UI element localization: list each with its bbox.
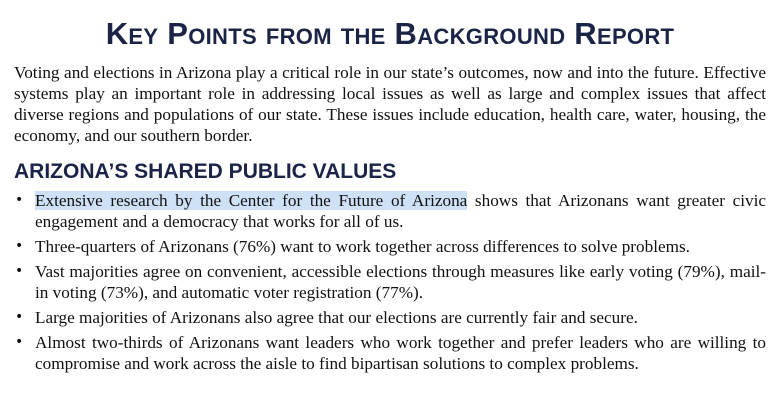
bullet-icon: • xyxy=(15,334,24,350)
bullet-item xyxy=(14,236,766,257)
bullet-item xyxy=(14,332,766,374)
bullet-icon: • xyxy=(15,309,24,325)
bullet-icon: • xyxy=(15,238,24,254)
bullet-text: Vast majorities agree on convenient, accessible elections through measures like early voting (79%), mail-in voting (73%), and automatic voter registration (77%). xyxy=(35,262,766,302)
page-title: Key Points from the Background Report xyxy=(105,16,675,51)
bullet-icon: • xyxy=(15,192,24,208)
bullet-icon: • xyxy=(15,263,24,279)
intro-paragraph: Voting and elections in Arizona play a critical role in our state’s outcomes, now and into the future. Effective systems play an important role in addressing local issues as well as large and complex issues that affect diverse regions and populations of our state. These issues include education, health care, water, housing, the economy, and our southern border. xyxy=(14,63,766,145)
bullet-text: Three-quarters of Arizonans (76%) want to work together across differences to solve problems. xyxy=(35,237,690,256)
bullet-item xyxy=(14,261,766,303)
section-heading: ARIZONA’S SHARED PUBLIC VALUES xyxy=(14,160,397,183)
bullet-text: Large majorities of Arizonans also agree that our elections are currently fair and secure. xyxy=(35,308,638,327)
bullet-item xyxy=(14,307,766,328)
bullet-text: shows that Arizonans want greater civic engagement and a democracy that works for all of us. xyxy=(35,191,767,231)
bullet-text: Almost two-thirds of Arizonans want leaders who work together and prefer leaders who are willing to compromise and work across the aisle to find bipartisan solutions to complex problems. xyxy=(35,333,766,373)
highlighted-text[interactable]: Extensive research by the Center for the Future of Arizona xyxy=(35,191,468,210)
bullet-item xyxy=(14,190,766,232)
bullet-list xyxy=(14,190,766,374)
